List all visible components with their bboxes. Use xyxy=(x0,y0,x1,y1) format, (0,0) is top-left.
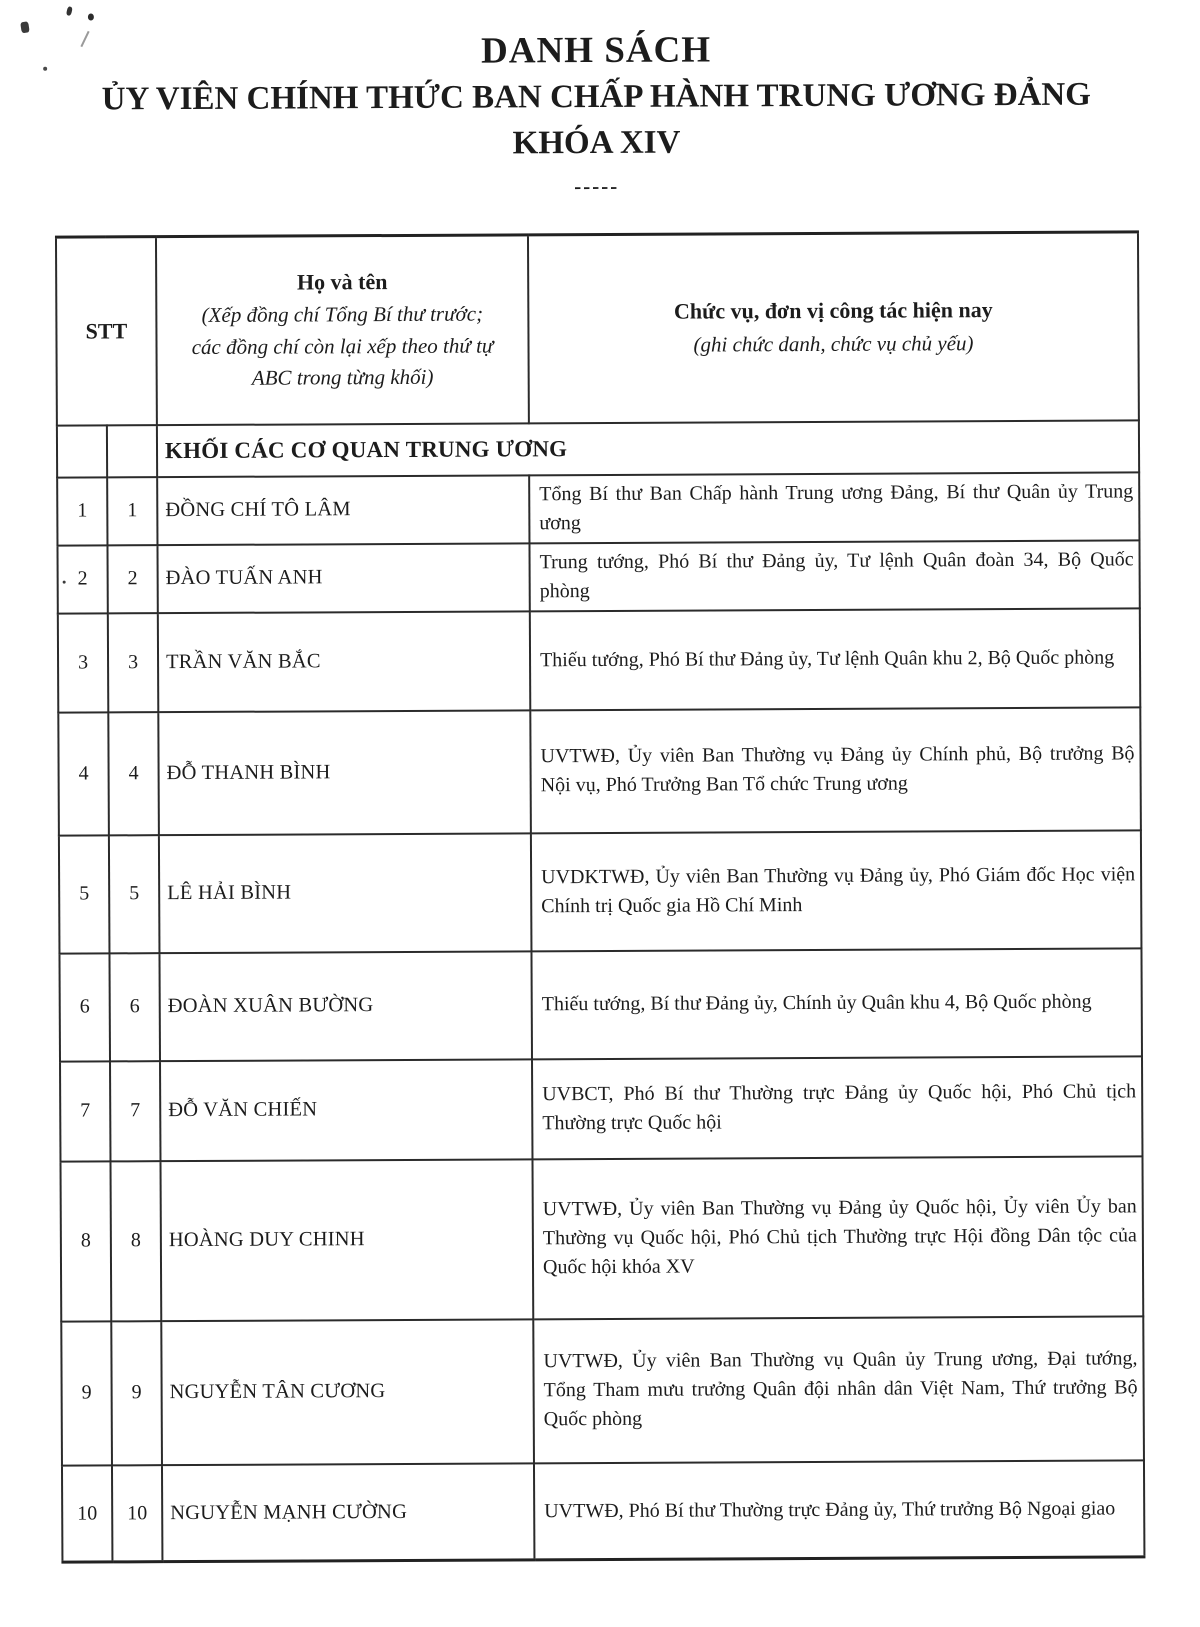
row-block-no: 3 xyxy=(108,613,158,712)
row-block-no: 6 xyxy=(109,953,160,1061)
member-name: LÊ HẢI BÌNH xyxy=(159,833,532,953)
member-name: ĐỖ VĂN CHIẾN xyxy=(160,1059,532,1161)
member-position: Tổng Bí thư Ban Chấp hành Trung ương Đảng, Bí thư Quân ủy Trung ương xyxy=(529,472,1139,543)
section-row xyxy=(57,420,1139,477)
member-position: Thiếu tướng, Phó Bí thư Đảng ủy, Tư lệnh Quân khu 2, Bộ Quốc phòng xyxy=(530,608,1140,710)
member-position: UVTWĐ, Ủy viên Ban Thường vụ Đảng ủy Chính phủ, Bộ trưởng Bộ Nội vụ, Phó Trưởng Ban Tổ chức Trung ương xyxy=(530,707,1141,833)
table-row xyxy=(62,1460,1144,1562)
row-stt: 9 xyxy=(61,1321,112,1465)
header-name-note-line: ABC trong từng khối) xyxy=(251,365,434,391)
row-stt: 3 xyxy=(58,613,108,712)
row-block-no: 5 xyxy=(109,835,160,953)
table-row xyxy=(60,1156,1143,1321)
member-name: NGUYỄN MẠNH CƯỜNG xyxy=(162,1463,534,1562)
member-position: UVTWĐ, Phó Bí thư Thường trực Đảng ủy, Thứ trưởng Bộ Ngoại giao xyxy=(534,1460,1144,1560)
row-stt: 10 xyxy=(62,1465,112,1562)
row-stt: 2 xyxy=(57,545,107,613)
header-name-note-line: (Xếp đồng chí Tổng Bí thư trước; xyxy=(201,301,484,328)
section-empty-cell xyxy=(107,425,157,477)
header-position-note: (ghi chức danh, chức vụ chủ yếu) xyxy=(693,330,974,357)
page-title: DANH SÁCH xyxy=(480,29,712,72)
member-position: UVBCT, Phó Bí thư Thường trực Đảng ủy Quốc hội, Phó Chủ tịch Thường trực Quốc hội xyxy=(532,1056,1142,1159)
scan-artifact xyxy=(66,6,73,16)
member-position: UVTWĐ, Ủy viên Ban Thường vụ Đảng ủy Quốc hội, Ủy viên Ủy ban Thường vụ Quốc hội, Phó Chủ tịch Thường trực Hội đồng Dân tộc của Quốc hội khóa XV xyxy=(532,1156,1143,1319)
member-position: UVDKTWĐ, Ủy viên Ban Thường vụ Đảng ủy, Phó Giám đốc Học viện Chính trị Quốc gia Hồ Chí Minh xyxy=(531,830,1142,951)
table-row xyxy=(59,948,1142,1061)
header-position-title: Chức vụ, đơn vị công tác hiện nay xyxy=(673,297,993,324)
row-stt: 6 xyxy=(59,953,110,1061)
member-position: UVTWĐ, Ủy viên Ban Thường vụ Quân ủy Trung ương, Đại tướng, Tổng Tham mưu trưởng Quân đội nhân dân Việt Nam, Thứ trưởng Bộ Quốc phòng xyxy=(533,1316,1144,1463)
row-stt: 4 xyxy=(58,712,109,835)
page-term-title: KHÓA XIV xyxy=(512,125,681,162)
row-block-no: 8 xyxy=(110,1161,161,1321)
row-block-no: 1 xyxy=(107,477,157,545)
table-row xyxy=(58,707,1141,835)
member-name: ĐÀO TUẤN ANH xyxy=(157,543,529,613)
member-name: ĐỖ THANH BÌNH xyxy=(158,710,531,835)
table-row xyxy=(61,1316,1144,1465)
member-name: ĐOÀN XUÂN BƯỜNG xyxy=(159,951,532,1061)
table-row xyxy=(58,608,1140,712)
member-name: TRẦN VĂN BẮC xyxy=(158,611,530,712)
members-table xyxy=(55,231,1145,1564)
table-row xyxy=(57,540,1139,613)
member-position: Thiếu tướng, Bí thư Đảng ủy, Chính ủy Quân khu 4, Bộ Quốc phòng xyxy=(531,948,1142,1059)
page-subtitle: ỦY VIÊN CHÍNH THỨC BAN CHẤP HÀNH TRUNG ƯƠNG ĐẢNG xyxy=(101,76,1091,117)
scan-artifact xyxy=(88,13,94,20)
table-header-row xyxy=(56,232,1139,425)
header-position xyxy=(528,232,1139,423)
row-block-no: 10 xyxy=(112,1465,162,1562)
header-name-note xyxy=(158,299,526,395)
row-stt: 7 xyxy=(60,1061,110,1161)
header-name-title: Họ và tên xyxy=(296,268,388,294)
member-position: Trung tướng, Phó Bí thư Đảng ủy, Tư lệnh Quân đoàn 34, Bộ Quốc phòng xyxy=(529,540,1139,611)
row-block-no: 7 xyxy=(110,1061,160,1161)
table-row xyxy=(59,830,1142,953)
member-name: HOÀNG DUY CHINH xyxy=(160,1159,533,1321)
document-header xyxy=(54,27,1139,200)
scan-artifact xyxy=(20,21,30,33)
member-name: ĐỒNG CHÍ TÔ LÂM xyxy=(157,475,529,545)
row-stt: 8 xyxy=(60,1161,111,1321)
scan-artifact xyxy=(43,67,47,71)
table-row xyxy=(57,472,1139,545)
row-block-no: 9 xyxy=(111,1321,162,1465)
section-title: KHỐI CÁC CƠ QUAN TRUNG ƯƠNG xyxy=(157,420,1139,477)
table-row xyxy=(60,1056,1142,1161)
header-stt: STT xyxy=(56,237,157,425)
row-stt: 1 xyxy=(57,477,107,545)
section-empty-cell xyxy=(57,425,107,477)
header-name xyxy=(156,235,529,425)
row-stt: 5 xyxy=(59,835,110,953)
scan-artifact xyxy=(63,581,66,584)
header-name-note-line: các đồng chí còn lại xếp theo thứ tự xyxy=(191,333,494,359)
row-block-no: 4 xyxy=(108,712,159,835)
title-separator: ----- xyxy=(574,174,620,199)
row-block-no: 2 xyxy=(107,545,157,613)
member-name: NGUYỄN TÂN CƯƠNG xyxy=(161,1319,534,1465)
